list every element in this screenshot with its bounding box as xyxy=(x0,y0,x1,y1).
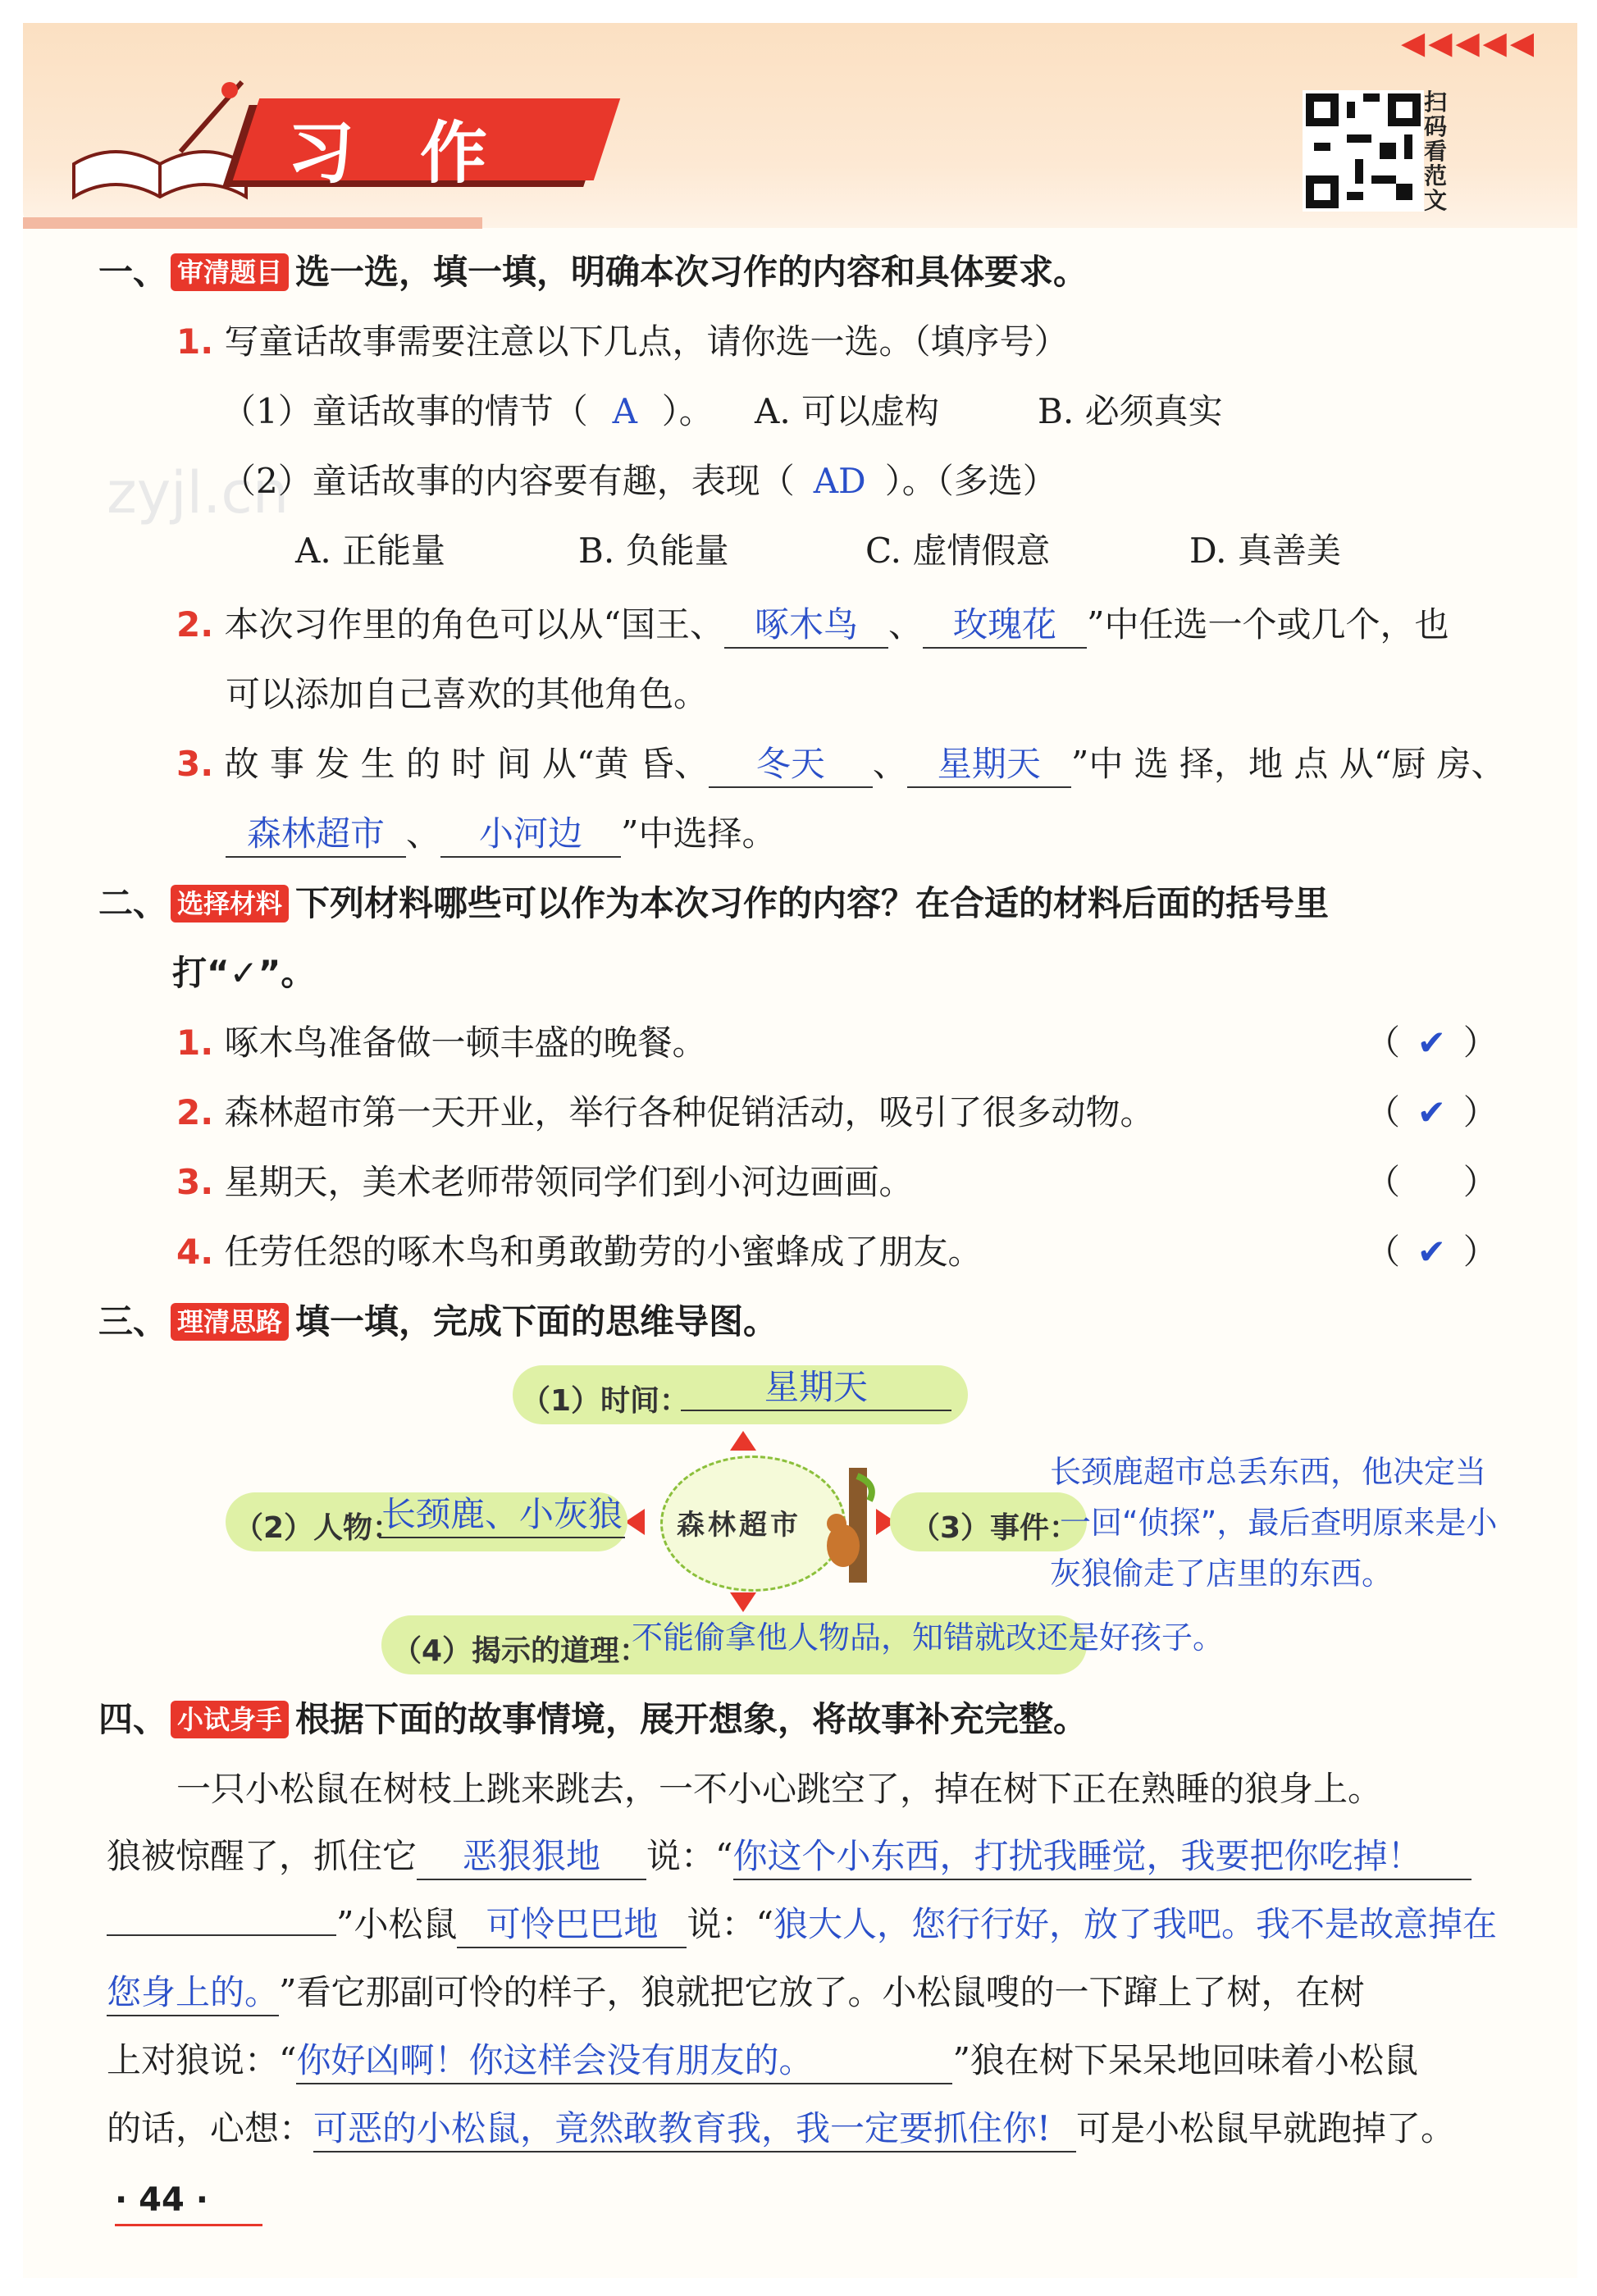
decorative-arrows-icon: ◀◀◀◀◀ xyxy=(1401,25,1538,61)
s4-paragraph-line4 xyxy=(107,1970,1364,2016)
mindmap-time-answer xyxy=(681,1365,951,1411)
s1-q2-answer2: 玫瑰花 xyxy=(923,603,1087,649)
s4-line5-pre: 上对狼说：“ xyxy=(107,2040,297,2080)
s4-line3-pre: ”小松鼠 xyxy=(336,1904,458,1944)
mindmap-lesson-answer: 不能偷拿他人物品，知错就改还是好孩子。 xyxy=(632,1620,1225,1656)
s1-q1-sub1-post: ）。 xyxy=(661,391,714,431)
s1-q1-text: 写童话故事需要注意以下几点，请你选一选。（填序号） xyxy=(224,321,1069,362)
mindmap-event-label: （3）事件： xyxy=(910,1511,1079,1545)
s4-paragraph-line5 xyxy=(107,2039,1418,2084)
section2-heading-line2: 打“✓”。 xyxy=(172,953,316,993)
s1-q1-sub2-pre: （2）童话故事的内容要有趣，表现（ xyxy=(221,461,795,501)
s1-optB: B. 负能量 xyxy=(578,531,729,571)
section3-tag: 理清思路 xyxy=(171,1303,289,1341)
s1-q1 xyxy=(176,320,1069,364)
s1-optD: D. 真善美 xyxy=(1189,531,1341,571)
s1-q3-sep1: 、 xyxy=(872,744,907,784)
s4-line2-mid: 说：“ xyxy=(646,1836,733,1876)
s1-q1-num: 1. xyxy=(176,321,214,362)
s4-answer-squirrel-speech-cont: 您身上的。 xyxy=(107,1970,279,2016)
page-number-underline xyxy=(115,2224,262,2226)
s1-q3-answer2: 星期天 xyxy=(907,742,1071,788)
section1-tag: 审清题目 xyxy=(171,253,289,291)
s4-line6-pre: 的话，心想： xyxy=(107,2108,314,2148)
s1-q1-sub1-answer: A xyxy=(612,391,637,431)
s4-answer-squirrel-reply: 你好凶啊！你这样会没有朋友的。 xyxy=(296,2039,952,2084)
s1-q3-answer1: 冬天 xyxy=(709,742,873,788)
s1-q2-num: 2. xyxy=(176,604,214,645)
section2-heading-text: 下列材料哪些可以作为本次习作的内容？在合适的材料后面的括号里 xyxy=(295,883,1330,923)
s1-q1-sub2-post: ）。（多选） xyxy=(884,461,1057,501)
s1-q1-sub1-optA: A. 可以虚构 xyxy=(755,391,940,431)
s4-line3-mid: 说：“ xyxy=(687,1904,773,1944)
s2-item-2-num: 2. xyxy=(176,1092,214,1132)
s2-item-1-text: 啄木鸟准备做一顿丰盛的晚餐。 xyxy=(224,1023,707,1063)
s1-q3-sep2: 、 xyxy=(406,813,441,854)
page-number: · 44 · xyxy=(115,2181,208,2219)
s2-item-3-bracket: （ ） xyxy=(1366,1162,1498,1202)
squirrel-tree-icon xyxy=(812,1468,878,1583)
mindmap-event-answer-line3: 灰狼偷走了店里的东西。 xyxy=(1050,1556,1394,1592)
s4-answer-squirrel-speech: 狼大人，您行行好，放了我吧。我不是故意掉在 xyxy=(773,1904,1497,1944)
s1-q1-sub1 xyxy=(221,390,714,434)
s4-answer-tone1: 恶狠狠地 xyxy=(417,1834,646,1880)
mindmap-center-label: 森林超市 xyxy=(677,1509,801,1542)
s2-item-3-text: 星期天，美术老师带领同学们到小河边画画。 xyxy=(224,1162,914,1202)
s1-q3-mid: ”中 选 择，地 点 从“厨 房、 xyxy=(1070,744,1506,784)
s2-item-1-bracket: （ ✔ ） xyxy=(1366,1021,1498,1065)
s1-q3-line2 xyxy=(226,812,777,858)
s4-answer-wolf-speech-cont xyxy=(107,1934,336,1936)
s1-q2-line2: 可以添加自己喜欢的其他角色。 xyxy=(226,674,709,714)
mindmap-time-label: （1）时间： xyxy=(521,1384,690,1418)
s2-item-1-num: 1. xyxy=(176,1023,214,1063)
section3-prefix: 三、 xyxy=(98,1301,168,1342)
section1-prefix: 一、 xyxy=(98,252,168,292)
s1-q1-sub2-answer: AD xyxy=(813,461,866,501)
arrow-left-icon xyxy=(625,1509,645,1535)
mindmap-event-answer-line2: 一回“侦探”，最后查明原来是小 xyxy=(1060,1505,1498,1541)
s4-line2-pre: 狼被惊醒了，抓住它 xyxy=(107,1836,418,1876)
s2-item-3-num: 3. xyxy=(176,1162,214,1202)
s2-item-3 xyxy=(176,1160,914,1205)
s2-item-1-checkmark: ✔ xyxy=(1417,1023,1446,1063)
s1-q2-answer1: 啄木鸟 xyxy=(724,603,888,649)
s2-item-4 xyxy=(176,1230,983,1274)
s4-paragraph-line6 xyxy=(107,2107,1455,2152)
section1-heading-text: 选一选，填一填，明确本次习作的内容和具体要求。 xyxy=(295,252,1088,292)
qr-code-icon[interactable] xyxy=(1303,90,1424,212)
watermark: zyjl.cn xyxy=(107,459,290,526)
s4-answer-wolf-thought: 可恶的小松鼠，竟然敢教育我，我一定要抓住你! xyxy=(313,2107,1076,2152)
s4-paragraph-line2 xyxy=(107,1834,1472,1880)
mindmap-people-label: （2）人物： xyxy=(234,1511,403,1545)
s2-item-4-bracket: （ ✔ ） xyxy=(1366,1230,1498,1274)
s1-q2-pre: 本次习作里的角色可以从“国王、 xyxy=(224,604,725,645)
qr-caption: 扫码看范文 xyxy=(1424,89,1448,214)
s1-q1-sub2 xyxy=(221,459,1057,503)
s2-item-2-bracket: （ ✔ ） xyxy=(1366,1091,1498,1135)
s4-line6-post: 可是小松鼠早就跑掉了。 xyxy=(1076,2108,1456,2148)
section4-prefix: 四、 xyxy=(98,1699,168,1739)
section2-heading xyxy=(98,882,1329,927)
arrow-up-icon xyxy=(730,1431,756,1451)
s1-q2-sep: 、 xyxy=(888,604,924,645)
s2-item-4-num: 4. xyxy=(176,1232,214,1272)
s2-item-2 xyxy=(176,1091,1155,1135)
s4-line4-post: ”看它那副可怜的样子，狼就把它放了。小松鼠嗖的一下蹿上了树，在树 xyxy=(279,1972,1365,2012)
s1-q3-num: 3. xyxy=(176,744,214,784)
s2-item-1 xyxy=(176,1021,707,1065)
s1-q3 xyxy=(176,742,1506,788)
s4-line5-post: ”狼在树下呆呆地回味着小松鼠 xyxy=(952,2040,1418,2080)
section3-heading-text: 填一填，完成下面的思维导图。 xyxy=(295,1301,778,1342)
section3-heading xyxy=(98,1300,778,1346)
section1-heading xyxy=(98,250,1088,296)
s1-q2 xyxy=(176,603,1449,649)
s1-q3-pre: 故 事 发 生 的 时 间 从“黄 昏、 xyxy=(224,744,709,784)
s4-paragraph-line3 xyxy=(107,1902,1497,1948)
s4-paragraph-line1: 一只小松鼠在树枝上跳来跳去，一不小心跳空了，掉在树下正在熟睡的狼身上。 xyxy=(176,1769,1383,1809)
arrow-down-icon xyxy=(730,1592,756,1612)
section4-heading-text: 根据下面的故事情境，展开想象，将故事补充完整。 xyxy=(295,1699,1088,1739)
s4-answer-tone2: 可怜巴巴地 xyxy=(457,1902,687,1948)
s2-item-2-text: 森林超市第一天开业，举行各种促销活动，吸引了很多动物。 xyxy=(224,1092,1155,1132)
s2-item-4-text: 任劳任怨的啄木鸟和勇敢勤劳的小蜜蜂成了朋友。 xyxy=(224,1232,983,1272)
s1-optC: C. 虚情假意 xyxy=(865,531,1051,571)
s2-item-4-checkmark: ✔ xyxy=(1417,1232,1446,1272)
section4-heading xyxy=(98,1697,1088,1743)
mindmap-people-answer xyxy=(379,1492,625,1538)
mindmap-time-answer-text: 星期天 xyxy=(681,1365,951,1411)
s1-q2-post: ”中任选一个或几个，也 xyxy=(1087,604,1449,645)
section4-tag: 小试身手 xyxy=(171,1701,289,1738)
page-title: 习作 xyxy=(287,115,554,193)
s1-q3-answer3: 森林超市 xyxy=(226,812,406,858)
s1-optA: A. 正能量 xyxy=(295,531,446,571)
s1-q3-answer4: 小河边 xyxy=(440,812,621,858)
open-book-icon xyxy=(66,74,254,205)
s2-item-2-checkmark: ✔ xyxy=(1417,1092,1446,1132)
s1-q3-post: ”中选择。 xyxy=(621,813,777,854)
s1-q1-sub1-pre: （1）童话故事的情节（ xyxy=(221,391,588,431)
header-stripe xyxy=(23,217,482,229)
section2-tag: 选择材料 xyxy=(171,885,289,922)
section2-prefix: 二、 xyxy=(98,883,168,923)
s1-q1-sub1-optB: B. 必须真实 xyxy=(1038,391,1223,431)
mindmap-event-answer-line1: 长颈鹿超市总丢东西，他决定当 xyxy=(1050,1454,1487,1490)
mindmap-people-answer-text: 长颈鹿、小灰狼 xyxy=(379,1492,625,1538)
s4-answer-wolf-speech: 你这个小东西，打扰我睡觉，我要把你吃掉！ xyxy=(733,1834,1472,1880)
mindmap-lesson-label: （4）揭示的道理： xyxy=(392,1634,650,1668)
